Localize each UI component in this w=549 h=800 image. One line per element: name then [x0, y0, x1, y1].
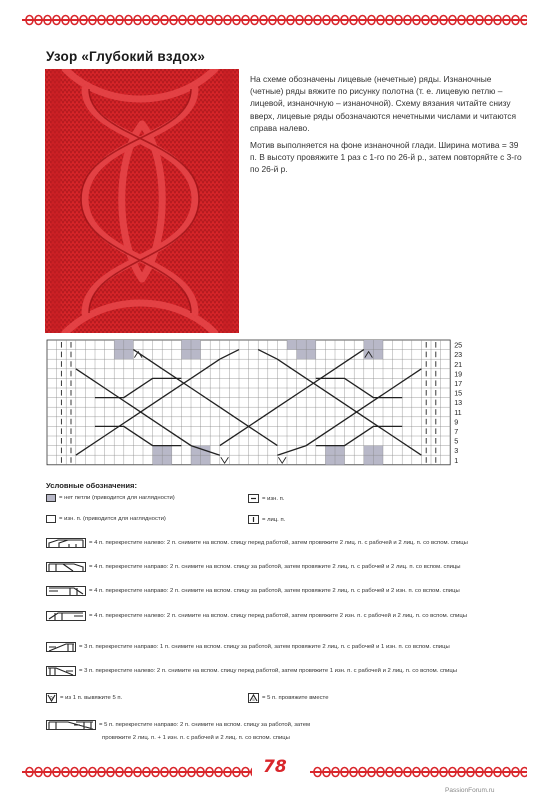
legend-cross-4-right-purl — [46, 586, 460, 596]
decorative-top-border — [22, 13, 527, 27]
legend-label: = изн. п. (приводится для наглядности) — [59, 516, 166, 522]
chart-row-number: 17 — [454, 379, 463, 388]
chart-row-number: 23 — [454, 350, 463, 360]
legend-knit — [248, 515, 285, 524]
legend-purl-visual — [46, 515, 166, 523]
legend-label: = лиц. п. — [262, 516, 286, 523]
legend-label: = 4 п. перекрестите налево: 2 п. снимите на вспом. спицу перед работой, затем провяжите 2 изн. п. с рабочей и 2 лиц. п. со вспом. спицы — [89, 613, 467, 619]
page-number: 78 — [263, 757, 287, 777]
chart-row-number: 1 — [454, 455, 459, 465]
legend-cross-4-left-purl — [46, 611, 467, 621]
cross-3-right-icon — [46, 642, 76, 652]
chart-row-number: 11 — [454, 407, 462, 417]
legend-cross-3-left — [46, 666, 457, 676]
legend-purl — [248, 494, 284, 503]
chart-row-number: 15 — [454, 388, 463, 398]
chart-row-number: 21 — [454, 359, 463, 369]
legend-label: = 3 п. перекрестите налево: 2 п. снимите на вспом. спицу перед работой, затем провяжите 1 изн. п. с рабочей и 2 лиц. п. со вспом. спицы — [79, 668, 457, 674]
increase-symbol-icon — [46, 693, 57, 703]
decrease-symbol-icon — [248, 693, 259, 703]
cross-5-right-icon — [46, 720, 96, 730]
no-stitch-swatch — [46, 494, 56, 502]
chart-row-number: 5 — [454, 436, 459, 446]
cross-3-left-icon — [46, 666, 76, 676]
cross-4-left-knit-icon — [46, 538, 86, 548]
chart-row-number: 19 — [454, 369, 463, 379]
legend-label: = изн. п. — [262, 495, 285, 502]
legend-label: = нет петли (приводится для наглядности) — [59, 495, 175, 501]
legend-label: = 4 п. перекрестите направо: 2 п. снимите на вспом. спицу за работой, затем провяжите 2 лиц. п. с рабочей и 2 лиц. п. со вспом. спицы — [89, 564, 461, 570]
chart-row-number: 7 — [454, 427, 459, 436]
legend-label: = 4 п. перекрестите направо: 2 п. снимите на вспом. спицу за работой, затем провяжите 2 лиц. п. с рабочей и 2 изн. п. со вспом. спицы — [89, 588, 460, 594]
watermark: PassionForum.ru — [445, 787, 495, 794]
chart-row-number: 3 — [454, 446, 459, 456]
legend-cross-5-right-continued — [102, 735, 290, 741]
legend-label: = 5 п. провяжите вместе — [262, 695, 329, 701]
pattern-description — [250, 73, 522, 181]
cross-4-right-purl-icon — [46, 586, 86, 596]
knitting-chart — [45, 338, 535, 470]
legend-label: = 3 п. перекрестите направо: 1 п. снимите на вспом. спицу за работой, затем провяжите 2 лиц. п. с рабочей и 1 изн. п. со вспом. спицы — [79, 644, 450, 650]
legend-title: Условные обозначения: — [46, 481, 138, 490]
legend-cross-4-left-knit — [46, 538, 468, 548]
legend-dec-5-tog — [248, 693, 328, 703]
legend-cross-5-right — [46, 720, 310, 730]
cross-4-right-knit-icon — [46, 562, 86, 572]
purl-visual-swatch — [46, 515, 56, 523]
svg-text:5: 5 — [50, 694, 53, 700]
legend-label: = из 1 п. вывяжите 5 п. — [60, 695, 123, 701]
legend-label: = 5 п. перекрестите направо: 2 п. снимите на вспом. спицу за работой, затем — [99, 722, 311, 728]
legend-label: провяжите 2 лиц. п. + 1 изн. п. с рабочей и 2 лиц. п. со вспом. спицы — [102, 735, 290, 741]
purl-symbol-icon — [248, 494, 259, 503]
legend-cross-3-right — [46, 642, 450, 652]
page-title: Узор «Глубокий вздох» — [46, 49, 206, 64]
legend-label: = 4 п. перекрестите налево: 2 п. снимите на вспом. спицу перед работой, затем провяжите 2 лиц. п. с рабочей и 2 лиц. п. со вспом. спицы — [89, 540, 468, 546]
knit-symbol-icon — [248, 515, 259, 524]
chart-row-number: 9 — [454, 417, 459, 427]
description-paragraph: На схеме обозначены лицевые (нечетные) ряды. Изнаночные (четные) ряды вяжите по рисунку полотна (т. е. лицевую петлю – лицевой, изнаночную – изнаночной). Схему вязания читайте снизу вверх, лицевые ряды обозначаются нечетными числами и читаются справа налево. — [250, 74, 516, 133]
description-paragraph: Мотив выполняется на фоне изнаночной глади. Ширина мотива = 39 п. В высоту провяжите 1 раз с 1-го по 26-й р., затем повторяйте с 3-го по 26-й р. — [250, 140, 522, 175]
legend-inc-1-to-5 — [46, 693, 122, 703]
decorative-bottom-border-right — [310, 765, 527, 779]
legend-cross-4-right-knit — [46, 562, 461, 572]
cross-4-left-purl-icon — [46, 611, 86, 621]
legend-no-stitch — [46, 494, 175, 502]
knitted-swatch-photo — [45, 69, 239, 333]
svg-text:5: 5 — [252, 697, 255, 702]
chart-row-number: 25 — [454, 340, 463, 350]
chart-row-number: 13 — [454, 398, 463, 408]
decorative-bottom-border-left — [22, 765, 252, 779]
